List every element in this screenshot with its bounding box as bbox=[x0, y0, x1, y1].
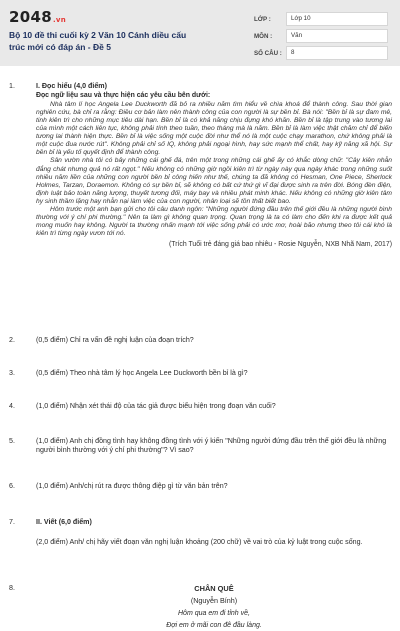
question-number: 1. bbox=[9, 82, 15, 90]
question-text: (1,0 điểm) Anh chị đồng tình hay không đồng tình với ý kiến "Những người đứng đầu trên thế giới đều là những người bình thường với ý chí phi thường"? Vì sao? bbox=[36, 437, 387, 455]
question-text: (0,5 điểm) Theo nhà tâm lý học Angela Lee Duckworth bền bỉ là gì? bbox=[36, 369, 248, 377]
poem-title: CHÂN QUÊ bbox=[194, 584, 234, 593]
meta-key: MÔN : bbox=[254, 32, 273, 40]
question-text: (1,0 điểm) Nhận xét thái độ của tác giả được biểu hiện trong đoạn văn cuối? bbox=[36, 402, 276, 410]
question-number: 7. bbox=[9, 518, 15, 526]
passage-source: (Trích Tuổi trẻ đáng giá bao nhiêu - Rosie Nguyễn, NXB Nhã Nam, 2017) bbox=[168, 241, 392, 249]
question-text: (2,0 điểm) Anh/ chị hãy viết đoạn văn nghị luận khoảng (200 chữ) về vai trò của kỷ luật trong cuộc sống. bbox=[36, 538, 363, 547]
logo-main: 2048 bbox=[9, 8, 52, 26]
question-number: 5. bbox=[9, 437, 15, 445]
passage-paragraph: Nhà tâm lí học Angela Lee Duckworth đã bỏ ra nhiều năm tìm hiểu về chìa khoá để thành công. Sau thời gian nghiên cứu, bà chỉ ra rằng: Điều cơ bản làm nên thành công của con người là sự bền bỉ. Bà nói: "Bền bỉ là sự đam mê, tinh kiên trì cho những mục tiêu dài hạn. Bền bỉ là có khả năng chịu đựng khó khăn. Bền bỉ là tập trung vào tương lai của mình một cách liên tục, không phải tính theo tuần, theo tháng mà là năm. Bền bỉ là làm việc thật chăm chỉ để biến tương lai thành hiện thực. Bền bỉ là việc sống một cuộc đời như thể nó là một cuộc chạy marathon, chứ không phải là một cuộc đua nước rút". Không phải chỉ số IQ, không phải ngoại hình, hay sức mạnh thể chất, hay kỹ năng xã hội. Sự bền bỉ là yếu tố quyết định để thành công. bbox=[36, 100, 392, 157]
meta-value: Lớp 10 bbox=[286, 12, 388, 26]
question-number: 6. bbox=[9, 482, 15, 490]
exam-title: Bộ 10 đề thi cuối kỳ 2 Văn 10 Cánh diều cấu trúc mới có đáp án - Đề 5 bbox=[9, 30, 187, 52]
page-header bbox=[0, 0, 400, 66]
meta-value: Văn bbox=[286, 29, 388, 43]
exam-meta-panel bbox=[252, 11, 388, 61]
question-number: 3. bbox=[9, 369, 15, 377]
question-text: (0,5 điểm) Chỉ ra vấn đề nghị luận của đoạn trích? bbox=[36, 336, 194, 344]
meta-key: LỚP : bbox=[254, 15, 271, 23]
meta-key: SỐ CÂU : bbox=[254, 49, 282, 57]
poem-line: Hôm qua em đi tỉnh về, bbox=[178, 609, 250, 617]
section-heading-writing: II. Viết (6,0 điểm) bbox=[36, 518, 92, 526]
poem-author: (Nguyễn Bính) bbox=[190, 596, 238, 606]
meta-row-class bbox=[252, 11, 388, 27]
question-number: 2. bbox=[9, 336, 15, 344]
meta-row-subject bbox=[252, 28, 388, 44]
passage-paragraph: Sân vườn nhà tôi có bảy những cái ghế đá, trên một trong những cái ghế ấy có khắc dòng chữ: "Cây kiên nhẫn đắng chát nhưng quả nó rất ngọt." Nếu không có những giờ ngồi kiên trì từ ngày này qua ngày khác trong những suốt nhiều năm liền của những con người bền bỉ công hiến như thế, chúng ta đã không có Hesman, One Piece, Sherlock Holmes, Tarzan, Doraemon. Không có sự bền bỉ, sẽ không có bất cứ thứ gì vĩ đại được sinh ra trên đời. Bóng đèn điện, định luật bảo toàn năng lượng, thuyết tương đối, máy bay và nhiều phát minh khác. Nếu không có những giờ kiên tâm hy sinh thầm lặng hay nhẫn nại làm việc của con người, nhân loại sẽ tồn thất biết bao. bbox=[36, 157, 392, 205]
meta-value: 8 bbox=[286, 46, 388, 60]
logo-suffix: .vn bbox=[52, 16, 67, 24]
question-text: (1,0 điểm) Anh/chị rút ra được thông điệp gì từ văn bản trên? bbox=[36, 482, 228, 490]
passage-paragraph: Hôm trước một anh bạn gửi cho tôi câu danh ngôn: "Những người đứng đầu trên thế giới đều là những người bình thường với ý chí phi thường." Nên ta làm gì không quan trọng. Quan trọng là ta có làm cho đến khi ra được kết quả mong muốn hay không. Người ta thường nhấn mạnh tới việc sống phải có ước mơ, hoài bão nhưng theo tôi cái khó là kiên trì từng ngày vươn tới nó. bbox=[36, 206, 392, 238]
poem-line: Đợi em ở mãi con đê đầu làng. bbox=[166, 622, 262, 630]
section-heading-reading: I. Đọc hiểu (4,0 điểm) bbox=[36, 82, 107, 90]
site-logo[interactable] bbox=[9, 8, 66, 26]
question-number: 8. bbox=[9, 584, 15, 592]
question-body bbox=[36, 584, 392, 631]
question-body bbox=[36, 82, 392, 250]
question-body bbox=[36, 518, 392, 548]
reading-instruction: Đọc ngữ liệu sau và thực hiện các yêu cầu bên dưới: bbox=[36, 92, 211, 100]
question-number: 4. bbox=[9, 402, 15, 410]
meta-row-count bbox=[252, 45, 388, 61]
